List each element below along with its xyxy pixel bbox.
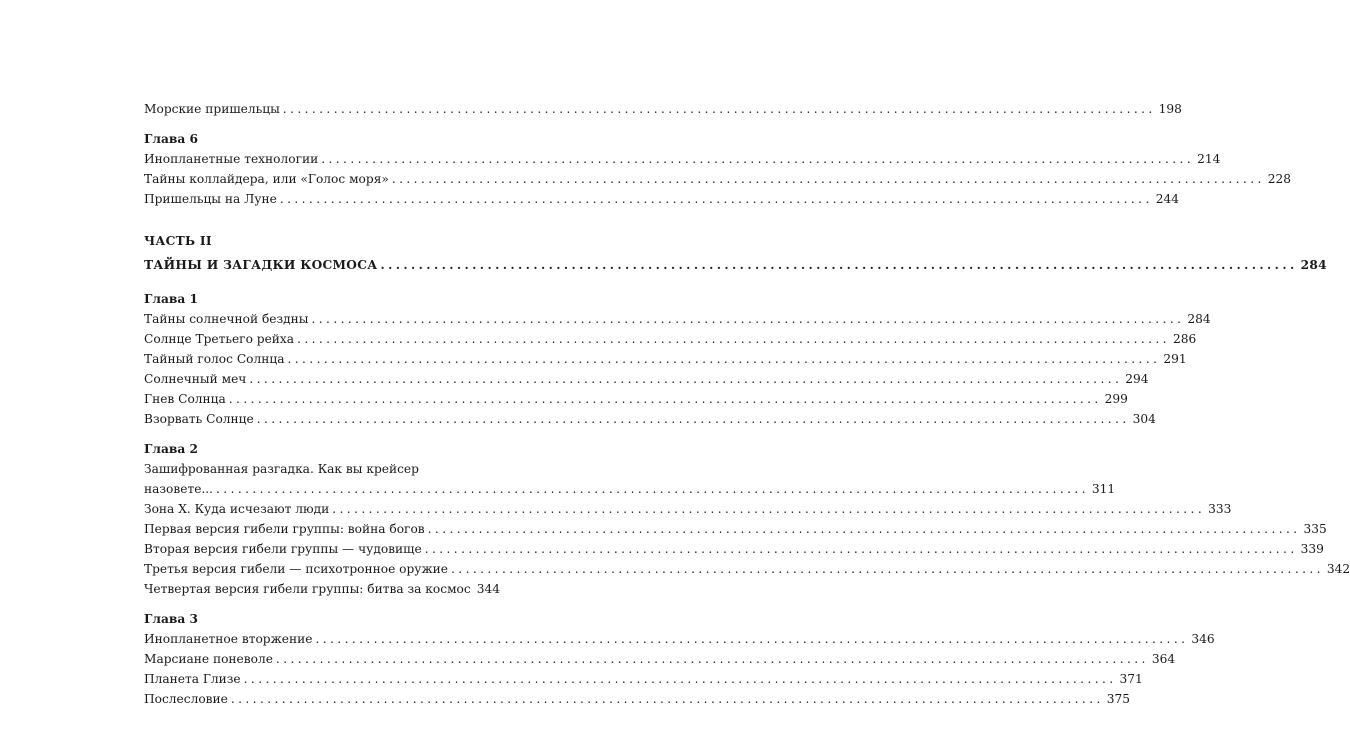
toc-entry-title: назовете...: [144, 482, 214, 496]
toc-entry-title: Зона Х. Куда исчезают люди: [144, 502, 330, 516]
toc-entry-page: 335: [1303, 522, 1327, 536]
dot-leader: ........................................................................................................................: [451, 562, 1324, 576]
toc-entry[interactable]: [144, 189, 1179, 209]
toc-entry-title: Тайны солнечной бездны: [144, 312, 309, 326]
toc-entry-title: Планета Глизе: [144, 672, 241, 686]
toc-entry-title: Солнце Третьего рейха: [144, 332, 295, 346]
toc-entry[interactable]: [144, 579, 500, 599]
chapter-heading: Глава 2: [144, 442, 198, 456]
toc-entry-title: Пришельцы на Луне: [144, 192, 277, 206]
toc-entry-page: 284: [1187, 312, 1211, 326]
toc-entry-page: 304: [1132, 412, 1156, 426]
toc-entry[interactable]: [144, 409, 1156, 429]
dot-leader: ........................................................................................................................: [321, 152, 1195, 166]
part-title: ТАЙНЫ И ЗАГАДКИ КОСМОСА: [144, 258, 378, 272]
toc-entry[interactable]: [144, 169, 1292, 189]
toc-entry-page: 291: [1163, 352, 1187, 366]
dot-leader: ........................................................................................................................: [230, 692, 1104, 706]
toc-entry[interactable]: [144, 149, 1221, 169]
toc-entry-title: Марсиане поневоле: [144, 652, 273, 666]
toc-entry[interactable]: [144, 479, 1116, 499]
dot-leader: ........................................................................................................................: [282, 102, 1156, 116]
toc-entry-page: 311: [1091, 482, 1116, 496]
dot-leader: ........................................................................................................................: [424, 542, 1298, 556]
toc-entry[interactable]: [144, 329, 1197, 349]
toc-entry[interactable]: [144, 369, 1149, 389]
dot-leader: ........................................................................................................................: [279, 192, 1153, 206]
toc-entry-title: Морские пришельцы: [144, 102, 280, 116]
chapter-heading: Глава 3: [144, 612, 198, 626]
chapter-heading: Глава 6: [144, 132, 198, 146]
dot-leader: ........................................................................................................................: [228, 392, 1102, 406]
toc-entry-page: 364: [1151, 652, 1176, 666]
dot-leader: ........................................................................................................................: [311, 312, 1185, 326]
dot-leader: ........................................................................................................................: [380, 258, 1298, 272]
toc-entry-page: 198: [1158, 102, 1182, 116]
chapter-heading: Глава 1: [144, 292, 198, 306]
toc-entry-page: 375: [1106, 692, 1131, 706]
toc-entry-page: 346: [1191, 632, 1215, 646]
dot-leader: ........................................................................................................................: [391, 172, 1265, 186]
toc-entry[interactable]: [144, 539, 1324, 559]
toc-entry-title: Инопланетные технологии: [144, 152, 319, 166]
toc-entry-title: Четвертая версия гибели группы: битва за космос: [144, 582, 471, 596]
toc-entry-page: 244: [1155, 192, 1179, 206]
part-heading: ЧАСТЬ II: [144, 234, 212, 248]
toc-entry-title: Гнев Солнца: [144, 392, 226, 406]
toc-entry-title: Тайный голос Солнца: [144, 352, 285, 366]
dot-leader: ........................................................................................................................: [332, 502, 1206, 516]
dot-leader: ........................................................................................................................: [297, 332, 1170, 346]
toc-entry-first-line[interactable]: Зашифрованная разгадка. Как вы крейсер: [144, 462, 419, 476]
toc-entry[interactable]: [144, 499, 1232, 519]
toc-entry-page: 228: [1267, 172, 1292, 186]
toc-entry[interactable]: [144, 649, 1176, 669]
toc-entry-page: 371: [1119, 672, 1143, 686]
toc-entry-title: Первая версия гибели группы: война богов: [144, 522, 425, 536]
dot-leader: ........................................................................................................................: [216, 482, 1089, 496]
dot-leader: ........................................................................................................................: [249, 372, 1123, 386]
toc-entry-title: Третья версия гибели — психотронное оружие: [144, 562, 449, 576]
toc-entry-title: Послесловие: [144, 692, 228, 706]
toc-entry[interactable]: [144, 689, 1131, 709]
toc-entry-page: 339: [1300, 542, 1324, 556]
toc-entry[interactable]: [144, 309, 1211, 329]
toc-entry-title: Инопланетное вторжение: [144, 632, 313, 646]
toc-entry-page: 344: [476, 582, 500, 596]
part-page: 284: [1300, 258, 1327, 272]
toc-entry[interactable]: [144, 559, 1350, 579]
toc-entry-title: Вторая версия гибели группы — чудовище: [144, 542, 422, 556]
toc-entry[interactable]: [144, 389, 1128, 409]
dot-leader: ........................................................................................................................: [427, 522, 1301, 536]
toc-entry-title: Тайны коллайдера, или «Голос моря»: [144, 172, 389, 186]
part-title-entry[interactable]: [144, 255, 1327, 275]
table-of-contents: [144, 99, 1350, 709]
toc-entry[interactable]: [144, 99, 1182, 119]
toc-entry[interactable]: [144, 519, 1327, 539]
toc-entry-title: Взорвать Солнце: [144, 412, 254, 426]
toc-entry-page: 299: [1104, 392, 1128, 406]
toc-entry-page: 214: [1197, 152, 1221, 166]
dot-leader: ........................................................................................................................: [243, 672, 1117, 686]
toc-entry-title: Солнечный меч: [144, 372, 247, 386]
dot-leader: ........................................................................................................................: [275, 652, 1149, 666]
toc-entry[interactable]: [144, 629, 1215, 649]
dot-leader: ........................................................................................................................: [287, 352, 1161, 366]
toc-entry-page: 342: [1326, 562, 1350, 576]
toc-entry-page: 294: [1125, 372, 1149, 386]
toc-entry[interactable]: [144, 349, 1187, 369]
dot-leader: ........................................................................................................................: [315, 632, 1189, 646]
toc-entry-page: 333: [1208, 502, 1232, 516]
toc-entry[interactable]: [144, 669, 1143, 689]
dot-leader: ........................................................................................................................: [256, 412, 1130, 426]
toc-entry-page: 286: [1172, 332, 1197, 346]
